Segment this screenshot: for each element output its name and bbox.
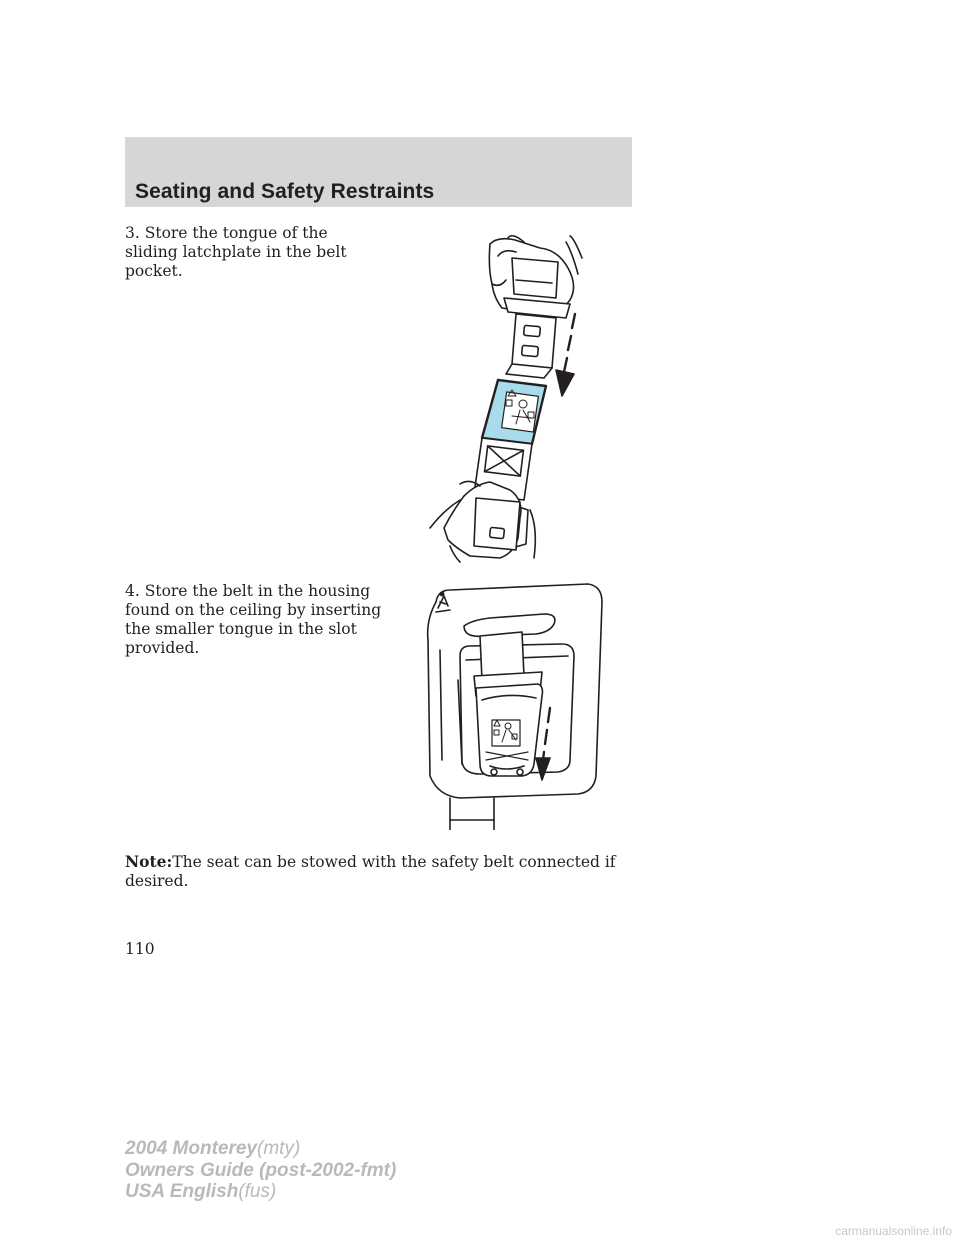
page-number: 110 <box>125 940 155 958</box>
footer-language-code: (fus) <box>238 1181 277 1202</box>
section-header <box>125 137 632 207</box>
step-3-text: 3. Store the tongue of the sliding latchplate in the belt pocket. <box>125 224 347 280</box>
ceiling-belt-housing-illustration <box>420 580 605 830</box>
footer-line-3 <box>125 1181 396 1203</box>
note-body: The seat can be stowed with the safety belt connected if desired. <box>125 853 616 890</box>
footer-model: 2004 Monterey <box>125 1138 258 1159</box>
document-footer <box>125 1138 396 1203</box>
seat-belt-latchplate-illustration <box>420 228 595 563</box>
footer-model-code: (mty) <box>257 1138 301 1159</box>
note-text <box>125 852 645 891</box>
site-watermark: carmanualsonline.info <box>835 1224 952 1238</box>
footer-line-2: Owners Guide (post-2002-fmt) <box>125 1159 397 1181</box>
note-label: Note: <box>125 852 173 871</box>
footer-line-1 <box>125 1138 396 1160</box>
step-4-text: 4. Store the belt in the housing found on the ceiling by inserting the smaller tongue in the slot provided. <box>125 582 382 657</box>
section-title: Seating and Safety Restraints <box>135 180 435 203</box>
footer-language: USA English <box>125 1181 239 1202</box>
